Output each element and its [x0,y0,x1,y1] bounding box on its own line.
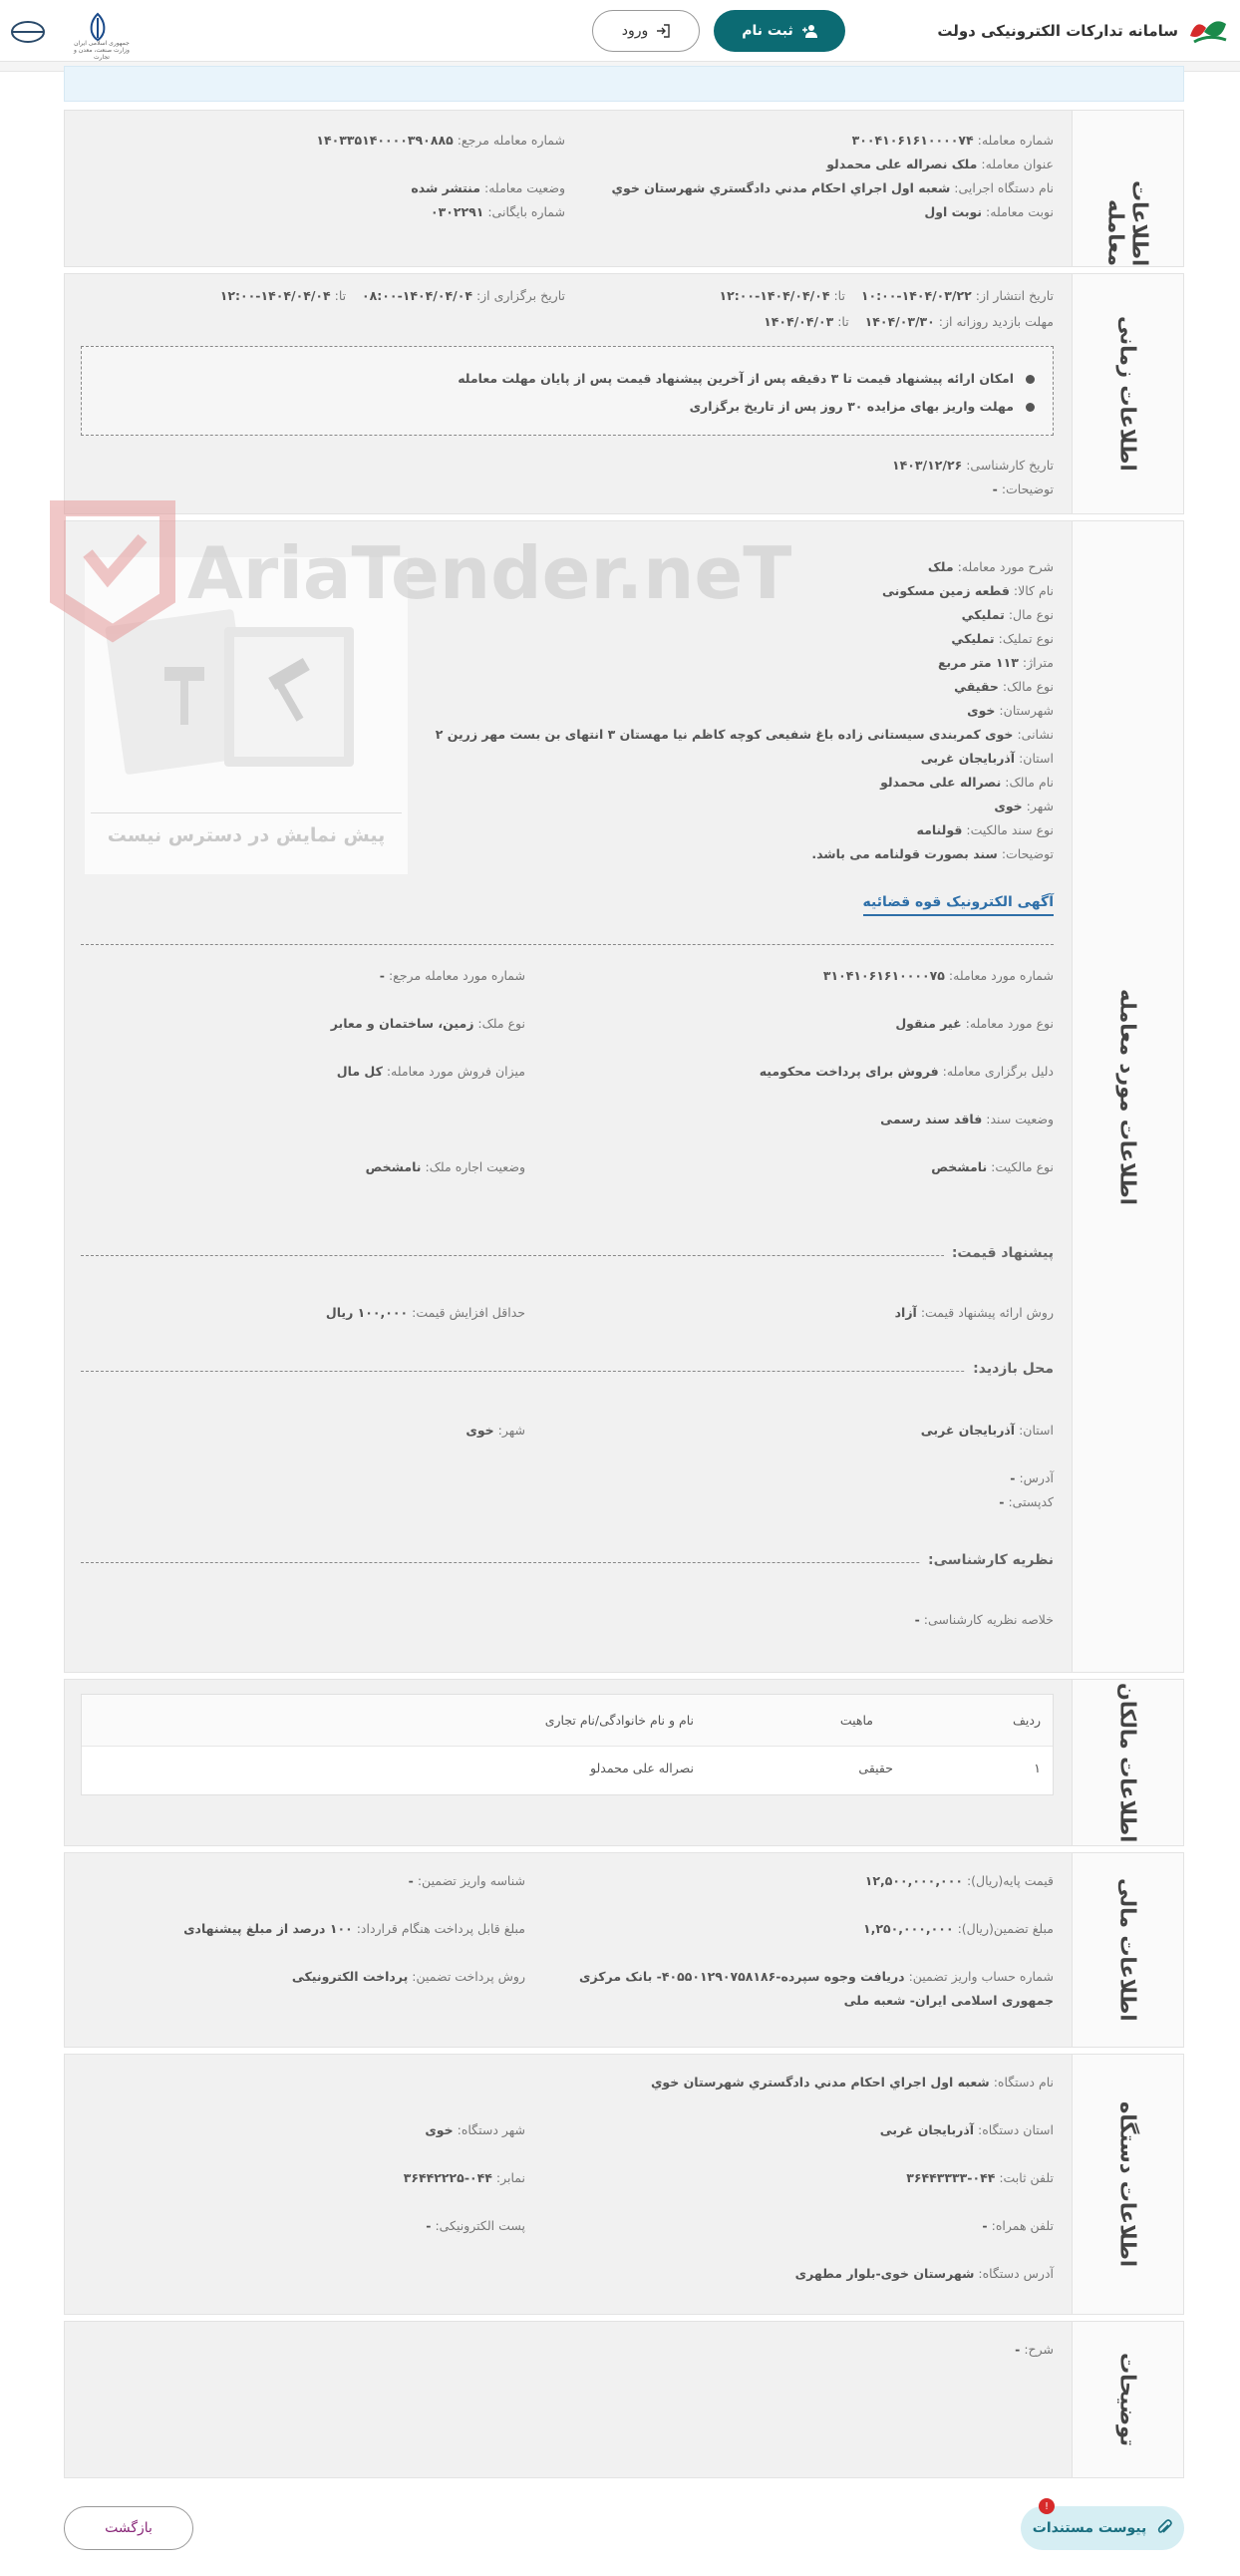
expert-subtitle: نظریه کارشناسی: [920,1552,1054,1568]
visit-province: استان: آذربايجان غربی [920,1423,1054,1438]
top-header [0,0,1240,62]
visit-city: شهر: خوى [465,1423,525,1438]
item-detail-line: نوع سند مالکیت: قولنامه [916,822,1054,837]
timing-description: توضیحات: - [992,482,1054,496]
agency-name: نام دستگاه: شعبه اول اجراي احكام مدني دادگستري شهرستان خوي [650,2075,1054,2090]
agency-mobile: تلفن همراه: - [982,2218,1054,2233]
agency-province: استان دستگاه: آذربایجان غربی [879,2122,1054,2137]
offer-method: روش ارائه پیشنهاد قیمت: آزاد [894,1305,1054,1320]
back-button[interactable]: بازگشت [64,2506,193,2550]
visit-range: مهلت بازدید روزانه از: ۱۴۰۴/۰۳/۳۰ تا: ۱۴۰۴/۰۴/۰۳ [764,314,1054,329]
section-agency-info [64,2054,1184,2315]
notice-box [81,346,1054,436]
agency-email: پست الکترونیکی: - [426,2218,525,2233]
payment-method: روش پرداخت تضمین: پرداخت الکترونیکی [291,1969,525,1984]
notice-item: امکان ارائه پیشنهاد قیمت تا ۳ دقیقه پس از آخرین پیشنهاد قیمت پس از پایان مهلت معامله [458,371,1035,386]
section-finance-info [64,1852,1184,2048]
section-deal-info [64,110,1184,267]
section-timing-info [64,273,1184,514]
notes-description: شرح: - [1015,2342,1054,2357]
agency-fax: نمابر: ۰۴۴-۳۶۴۴۲۲۲۵ [403,2170,525,2185]
item-detail-line: نام مالک: نصراله علی محمدلو [880,775,1054,790]
column-header-name: نام و نام خانوادگی/نام تجاری [544,1713,694,1728]
price-subtitle: پیشنهاد قیمت: [944,1245,1054,1261]
sale-amount: میزان فروش مورد معامله: کل مال [336,1064,525,1079]
watermark-text: AriaTender.neT [187,531,792,615]
table-header [82,1695,1053,1747]
deal-ref-number: شماره معامله مرجع: ۱۴۰۳۳۵۱۴۰۰۰۰۳۹۰۸۸۵ [316,133,565,148]
attachments-label: پیوست مستندات [1032,2520,1147,2536]
lease-status: وضعیت اجاره ملک: نامشخص [365,1159,525,1174]
bullet-icon [1026,375,1035,384]
divider [81,944,1054,945]
ministry-logo-icon [8,16,48,52]
deal-title: عنوان معامله: ملک نصراله علی محمدلو [826,157,1054,171]
register-button[interactable] [714,10,845,52]
document-status: وضعیت سند: فاقد سند رسمی [880,1112,1054,1127]
base-price: قیمت پایه(ریال): ۱۲,۵۰۰,۰۰۰,۰۰۰ [864,1873,1054,1888]
visit-postal-code: کدپستی: - [999,1494,1054,1509]
paperclip-icon [1156,2519,1172,2537]
deposit-id: شناسه واریز تضمین: - [408,1873,525,1888]
held-range: تاریخ برگزاری از: ۱۴۰۴/۰۴/۰۴-۰۸:۰۰ تا: ۱۴۰۴/۰۴/۰۴-۱۲:۰۰ [219,288,565,303]
item-detail-line: نوع مال: تمليكي [961,607,1054,622]
gov-caption: جمهوری اسلامی ایران وزارت صنعت، معدن و تجارت [74,40,130,61]
deal-turn: نوبت معامله: نوبت اول [924,204,1054,219]
register-label: ثبت نام [742,23,793,39]
deal-number: شماره معامله: ۳۰۰۴۱۰۶۱۶۱۰۰۰۰۷۴ [851,133,1054,148]
section-head [1072,1853,1183,2047]
item-detail-line: نام کالا: قطعه زمین مسکونی [882,583,1054,598]
owners-table [81,1694,1054,1795]
setad-logo-icon[interactable] [1186,14,1230,48]
cell-index: ۱ [1034,1761,1041,1775]
section-head [1072,2322,1183,2477]
section-title: توضیحات [1115,2352,1140,2447]
bullet-icon [1026,403,1035,412]
item-detail-line: متراژ: ۱۱۳ متر مربع [937,655,1054,670]
section-item-info [64,520,1184,1673]
ownership-type: نوع مالکیت: نامشخص [931,1159,1054,1174]
divider [81,1562,1054,1563]
holding-reason: دلیل برگزاری معامله: فروش برای پرداخت محکومیه [759,1064,1054,1079]
agency-city: شهر دستگاه: خوی [425,2122,525,2137]
guarantee-amount: مبلغ تضمین(ریال): ۱,۲۵۰,۰۰۰,۰۰۰ [863,1921,1054,1936]
section-title: اطلاعات مورد معامله [1115,988,1140,1205]
login-button[interactable] [592,10,700,52]
section-title: اطلاعات زمانی [1115,316,1140,472]
property-type: نوع ملک: زمین، ساختمان و معابر [330,1016,525,1031]
deal-status: وضعیت معامله: منتشر شده [411,180,565,195]
section-head [1072,111,1183,266]
payable-amount: مبلغ قابل پرداخت هنگام قرارداد: ۱۰۰ درصد از مبلغ پیشنهادی [183,1921,525,1936]
cell-nature: حقیقی [858,1761,893,1775]
item-detail-line: نشانی: خوی کمربندی سیستانی زاده باغ شفیعی کوچه کاظم نیا مهستان ۳ انتهای بن بست مهر زرین ۲ [435,727,1054,742]
publish-range: تاریخ انتشار از: ۱۴۰۴/۰۳/۲۲-۱۰:۰۰ تا: ۱۴۰۴/۰۴/۰۴-۱۲:۰۰ [719,288,1054,303]
section-title: اطلاعات معامله [1103,179,1152,266]
section-head [1072,521,1183,1672]
item-detail-line: شهر: خوى [994,799,1054,813]
top-alert-bar [64,66,1184,102]
agency-address: آدرس دستگاه: شهرستان خوی-بلوار مطهری [794,2266,1054,2281]
item-detail-line: نوع مالک: حقيقي [954,679,1054,694]
item-number: شماره مورد معامله: ۳۱۰۴۱۰۶۱۶۱۰۰۰۰۷۵ [822,968,1054,983]
expert-date: تاریخ کارشناسی: ۱۴۰۳/۱۲/۲۶ [892,458,1054,473]
judiciary-ad-link[interactable]: آگهی الکترونیک قوه قضائیه [863,894,1055,916]
section-head [1072,1680,1183,1845]
visit-subtitle: محل بازدید: [965,1361,1054,1377]
column-header-nature: ماهیت [839,1713,873,1728]
item-detail-line: شرح مورد معامله: ملک [927,559,1054,574]
deal-executor: نام دستگاه اجرایی: شعبه اول اجراي احكام مدني دادگستري شهرستان خوي [611,180,1054,195]
deposit-account: شماره حساب واریز تضمین: دریافت وجوه سپرده-۴۰۵۵۰۱۲۹۰۷۵۸۱۸۶- بانک مرکزی [579,1969,1054,1984]
agency-phone: تلفن ثابت: ۰۴۴-۳۶۴۴۳۳۳۳ [906,2170,1054,2185]
section-title: اطلاعات دستگاه [1115,2100,1140,2268]
cell-name: نصراله علی محمدلو [590,1761,694,1775]
login-icon [656,24,670,38]
deposit-account-bank: جمهوری اسلامی ایران- شعبه ملی [843,1993,1054,2008]
item-detail-line: شهرستان: خوى [967,703,1054,718]
item-ref-number: شماره مورد معامله مرجع: - [379,968,525,983]
attachments-badge: ! [1039,2498,1055,2514]
section-head [1072,2055,1183,2314]
visit-address: آدرس: - [1010,1470,1054,1485]
section-owners-info [64,1679,1184,1846]
user-add-icon [801,24,817,38]
item-detail-line: توضیحات: سند بصورت قولنامه می باشد. [811,846,1054,861]
section-title: اطلاعات مالی [1115,1878,1140,2022]
preview-unavailable-text: پیش نمایش در دسترس نیست [107,824,386,846]
section-title: اطلاعات مالکان [1115,1682,1140,1843]
divider [81,1255,1054,1256]
login-label: ورود [621,23,649,39]
item-detail-line: نوع تملیک: تمليكي [951,631,1054,646]
divider [81,1371,1054,1372]
section-head [1072,274,1183,513]
deal-archive: شماره بایگانی: ۰۳۰۲۲۹۱ [430,204,565,219]
table-row [82,1747,1053,1794]
column-header-row: ردیف [1012,1713,1041,1728]
ariatender-watermark [48,498,792,648]
min-increase: حداقل افزایش قیمت: ۱۰۰,۰۰۰ ریال [325,1305,525,1320]
item-detail-line: استان: آذربايجان غربی [920,751,1054,766]
section-notes [64,2321,1184,2478]
item-type: نوع مورد معامله: غیر منقول [895,1016,1054,1031]
site-title: سامانه تدارکات الکترونیکی دولت [937,22,1178,40]
expert-summary: خلاصه نظریه کارشناسی: - [914,1612,1054,1627]
gov-logo [8,8,130,61]
notice-item: مهلت واریز بهای مزایده ۳۰ روز پس از تاریخ برگزاری [690,399,1035,414]
